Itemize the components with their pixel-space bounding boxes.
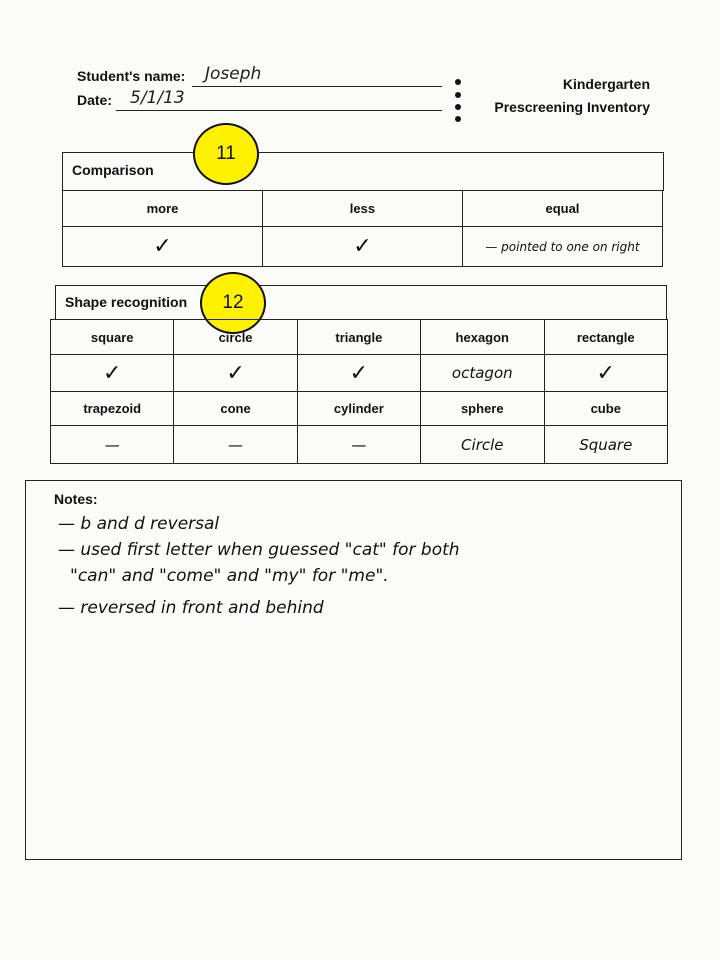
bullet-dot	[455, 104, 461, 110]
shapes-table	[50, 319, 668, 464]
bullet-dot	[455, 79, 461, 85]
shape-response-square: ✓	[51, 355, 174, 392]
form-title-line1: Kindergarten	[562, 76, 650, 92]
shape-response-rectangle: ✓	[544, 355, 667, 392]
shape-response-cone: —	[174, 426, 297, 464]
item-number-badge-11: 11	[193, 123, 259, 185]
shapes-title: Shape recognition	[65, 294, 188, 310]
shape-response-cylinder: —	[297, 426, 420, 464]
shape-header-cone: cone	[174, 392, 297, 426]
note-line: — b and d reversal	[58, 514, 220, 534]
shape-response-circle: ✓	[174, 355, 297, 392]
date-label: Date:	[77, 92, 113, 108]
student-name-value: Joseph	[205, 64, 262, 84]
shape-header-cube: cube	[544, 392, 667, 426]
shape-response-sphere: Circle	[421, 426, 544, 464]
notes-box	[25, 480, 682, 860]
shape-response-hexagon: octagon	[421, 355, 544, 392]
shape-response-trapezoid: —	[51, 426, 174, 464]
form-title-line2: Prescreening Inventory	[494, 99, 650, 115]
note-line: — reversed in front and behind	[58, 598, 324, 618]
comparison-response-more: ✓	[63, 227, 263, 267]
shape-header-rectangle: rectangle	[544, 320, 667, 355]
note-line: "can" and "come" and "my" for "me".	[70, 566, 389, 586]
comparison-title: Comparison	[72, 162, 154, 178]
item-number-badge-12: 12	[200, 272, 266, 334]
shape-response-cube: Square	[544, 426, 667, 464]
student-name-line	[192, 86, 442, 87]
date-value: 5/1/13	[130, 88, 185, 108]
shape-response-triangle: ✓	[297, 355, 420, 392]
date-line	[116, 110, 442, 111]
bullet-dot	[455, 92, 461, 98]
comparison-header-less: less	[262, 191, 462, 227]
shape-header-sphere: sphere	[421, 392, 544, 426]
comparison-response-less: ✓	[262, 227, 462, 267]
shape-header-trapezoid: trapezoid	[51, 392, 174, 426]
shape-header-triangle: triangle	[297, 320, 420, 355]
bullet-dot	[455, 116, 461, 122]
note-line: — used first letter when guessed "cat" for both	[58, 540, 460, 560]
shape-header-hexagon: hexagon	[421, 320, 544, 355]
notes-title: Notes:	[54, 491, 98, 507]
shape-header-cylinder: cylinder	[297, 392, 420, 426]
comparison-table	[62, 190, 663, 267]
student-name-label: Student's name:	[77, 68, 186, 84]
comparison-response-equal: — pointed to one on right	[462, 227, 662, 267]
notes-content	[58, 511, 460, 621]
shape-header-circle: circle	[174, 320, 297, 355]
shape-header-square: square	[51, 320, 174, 355]
comparison-header-more: more	[63, 191, 263, 227]
comparison-header-equal: equal	[462, 191, 662, 227]
